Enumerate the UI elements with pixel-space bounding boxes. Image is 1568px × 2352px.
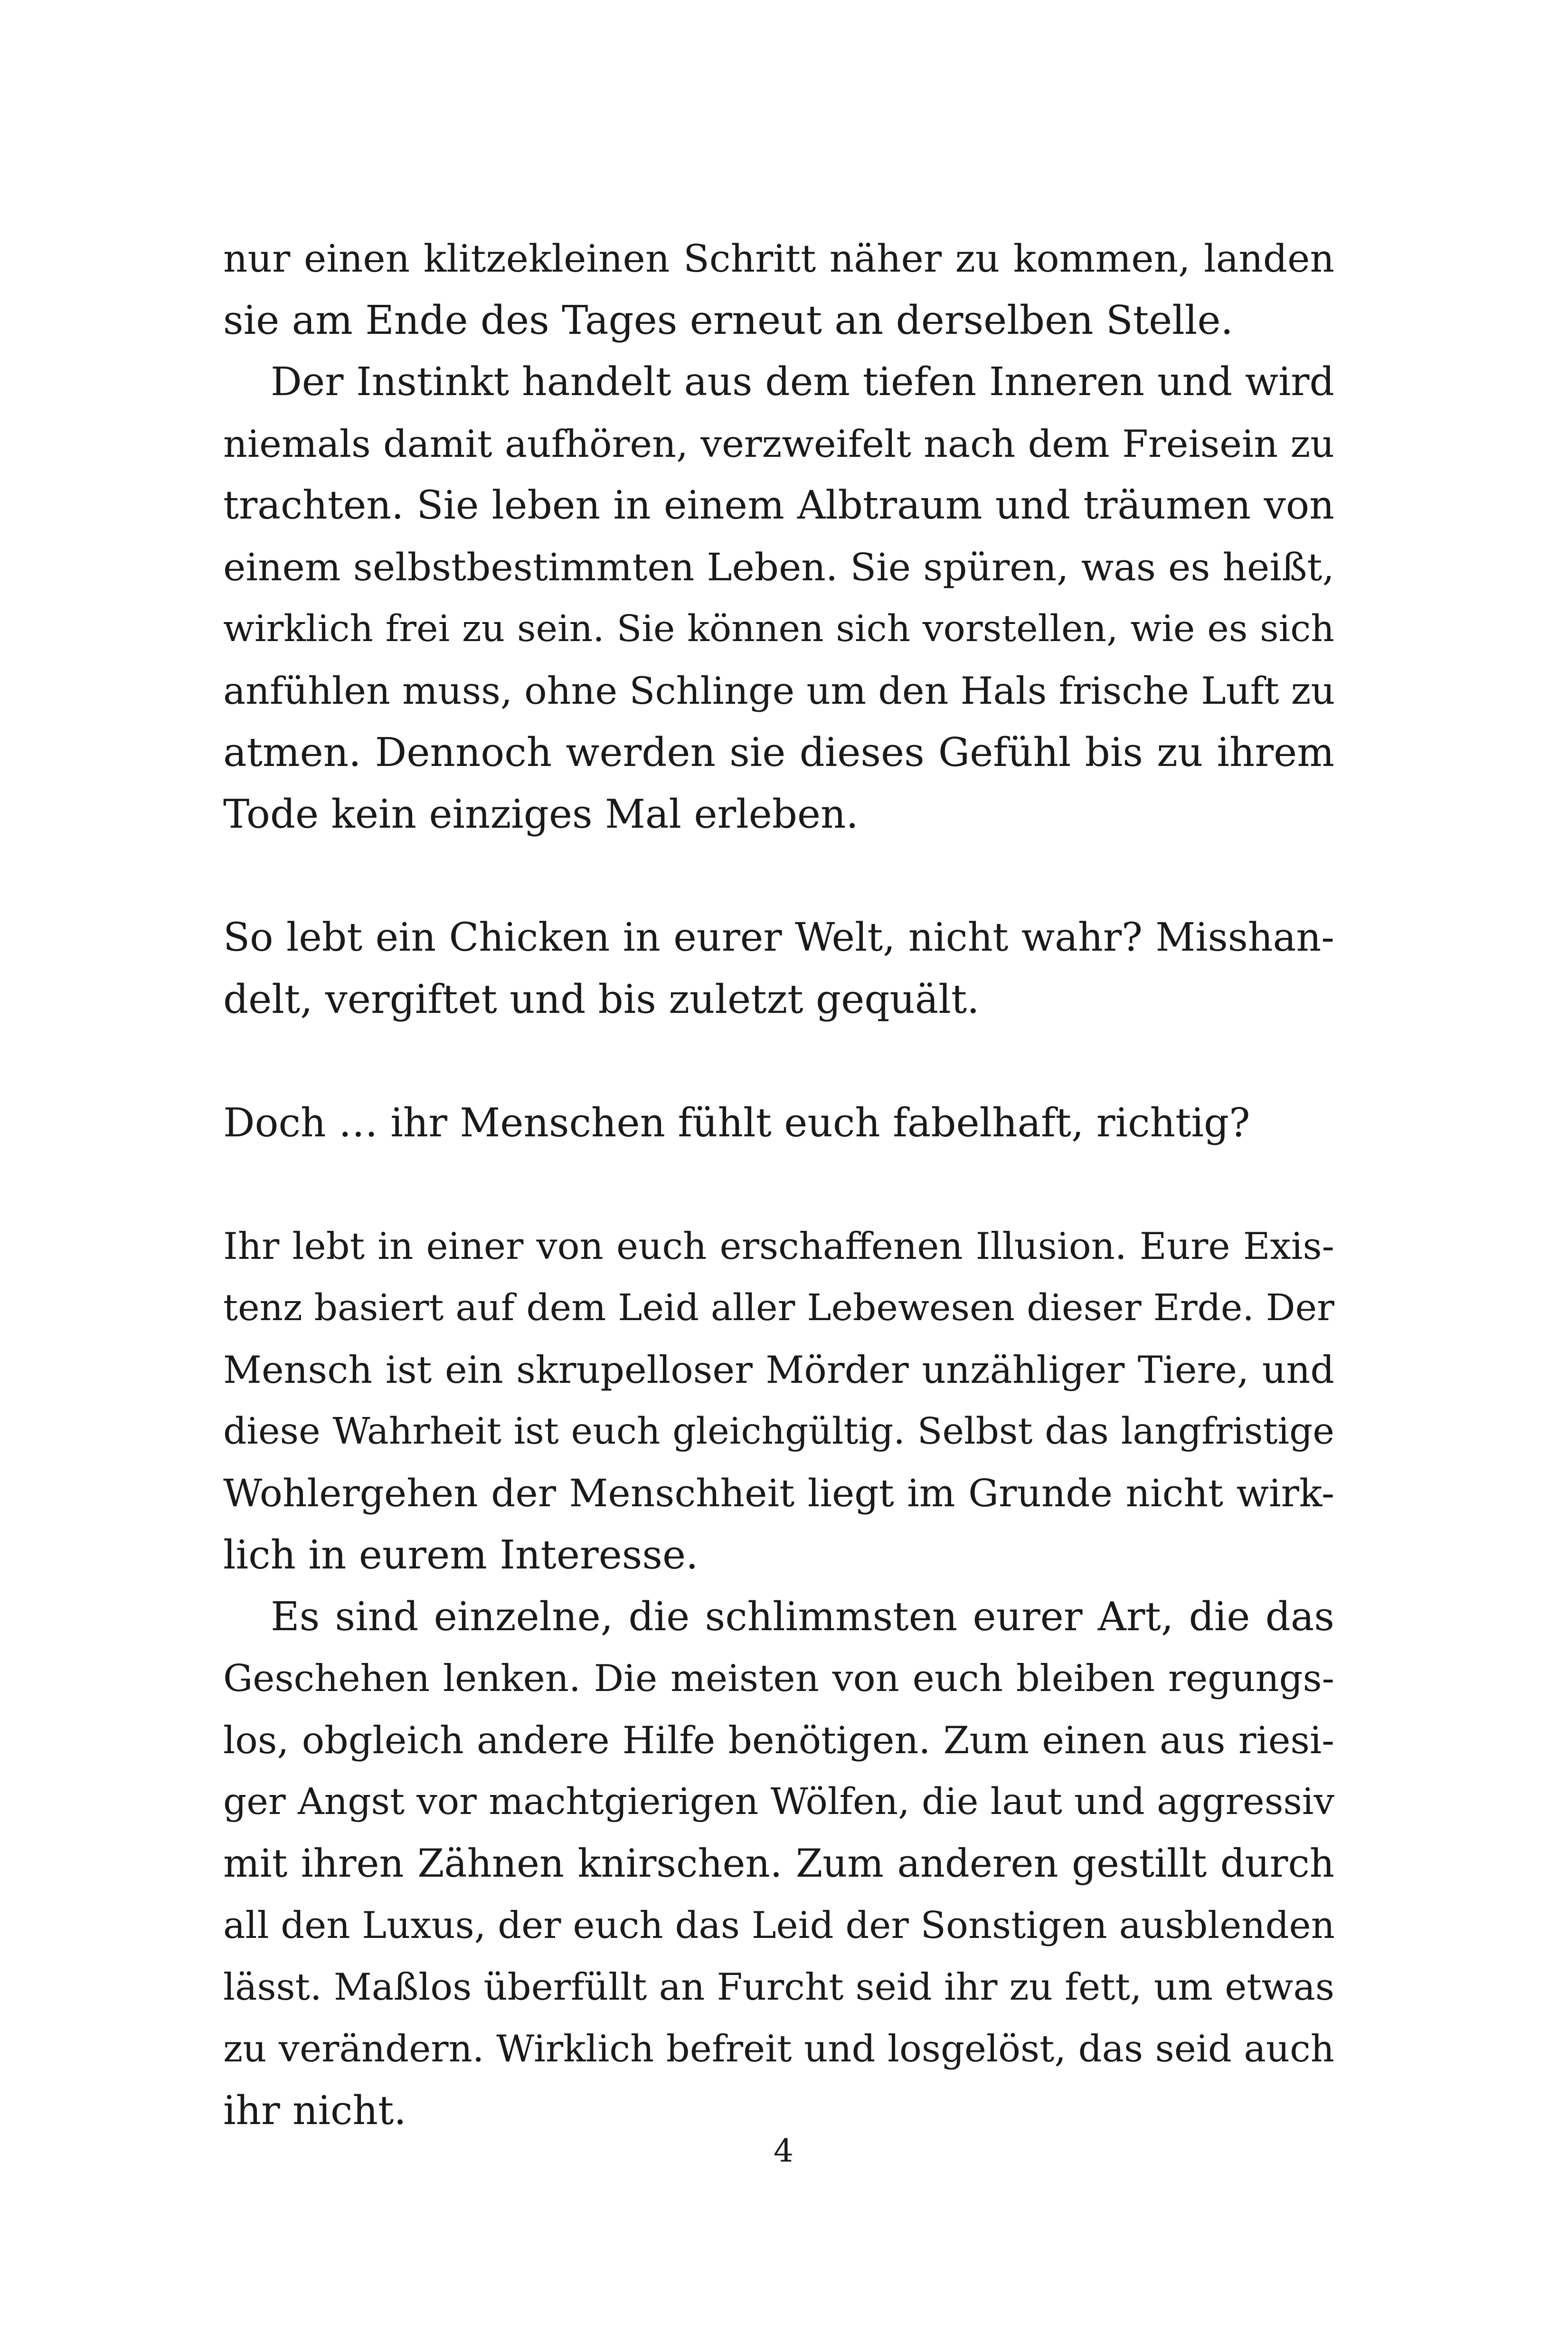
section-gap (223, 845, 1334, 907)
text-line: mit ihren Zähnen knirschen. Zum anderen gestillt durch (223, 1842, 1334, 1886)
text-line: Doch … ihr Menschen fühlt euch fabelhaft, richtig? (223, 1100, 1250, 1146)
text-line: all den Luxus, der euch das Leid der Sonstigen ausblenden (223, 1904, 1335, 1947)
text-line: einem selbstbestimmten Leben. Sie spüren, was es heißt, (223, 545, 1334, 589)
paragraph (223, 351, 1334, 845)
text-line: niemals damit aufhören, verzweifelt nach dem Freisein zu (223, 422, 1334, 466)
text-line: lässt. Maßlos überfüllt an Furcht seid ihr zu fett, um etwas (223, 1966, 1334, 2009)
text-line: ihr nicht. (223, 2088, 406, 2134)
text-line: delt, vergiftet und bis zuletzt gequält. (223, 976, 980, 1022)
text-line: So lebt ein Chicken in eurer Welt, nicht wahr? Misshan- (223, 915, 1334, 960)
paragraph (223, 1216, 1334, 1586)
paragraph (223, 907, 1334, 1030)
text-line: Mensch ist ein skrupelloser Mörder unzähliger Tiere, und (223, 1348, 1334, 1392)
paragraph (223, 228, 1334, 351)
text-line: sie am Ende des Tages erneut an derselben Stelle. (223, 297, 1233, 343)
text-line: lich in eurem Interesse. (223, 1532, 699, 1578)
text-line: Wohlergehen der Menschheit liegt im Grunde nicht wirk- (223, 1471, 1334, 1515)
page-number: 4 (774, 2133, 793, 2169)
text-line: wirklich frei zu sein. Sie können sich vorstellen, wie es sich (223, 608, 1334, 650)
body-text (223, 228, 1334, 2142)
text-line: Der Instinkt handelt aus dem tiefen Inneren und wird (271, 359, 1334, 405)
paragraph (223, 1586, 1334, 2142)
text-line: Ihr lebt in einer von euch erschaffenen Illusion. Eure Exis- (223, 1225, 1334, 1268)
text-line: atmen. Dennoch werden sie dieses Gefühl bis zu ihrem (223, 729, 1334, 775)
section-gap (223, 1030, 1334, 1092)
paragraph (223, 1092, 1334, 1154)
text-line: Es sind einzelne, die schlimmsten eurer Art, die das (271, 1594, 1334, 1640)
text-line: diese Wahrheit ist euch gleichgültig. Selbst das langfristige (223, 1410, 1334, 1453)
text-line: zu verändern. Wirklich befreit und losgelöst, das seid auch (223, 2028, 1334, 2070)
text-line: ger Angst vor machtgierigen Wölfen, die laut und aggressiv (223, 1781, 1334, 1823)
text-line: tenz basiert auf dem Leid aller Lebewesen dieser Erde. Der (223, 1287, 1334, 1329)
text-line: nur einen klitzekleinen Schritt näher zu kommen, landen (223, 236, 1334, 281)
text-line: Tode kein einziges Mal erleben. (223, 791, 859, 837)
text-line: los, obgleich andere Hilfe benötigen. Zum einen aus riesi- (223, 1719, 1334, 1762)
text-line: trachten. Sie leben in einem Albtraum und träumen von (223, 483, 1334, 528)
section-gap (223, 1154, 1334, 1216)
text-line: Geschehen lenken. Die meisten von euch bleiben regungs- (223, 1657, 1334, 1700)
text-line: anfühlen muss, ohne Schlinge um den Hals frische Luft zu (223, 669, 1335, 713)
